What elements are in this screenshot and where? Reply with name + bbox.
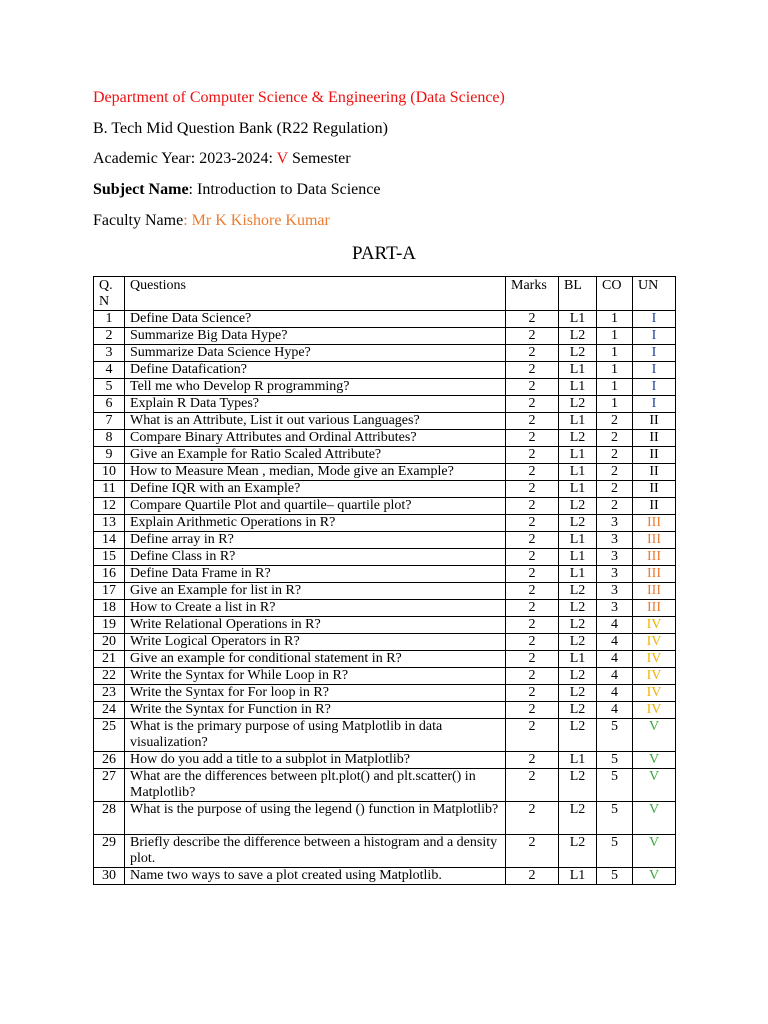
bloom-level-cell: L2 bbox=[559, 430, 597, 447]
marks-cell: 2 bbox=[506, 583, 559, 600]
table-row bbox=[94, 719, 676, 752]
subject-value: : Introduction to Data Science bbox=[188, 181, 381, 198]
bloom-level-cell: L2 bbox=[559, 396, 597, 413]
table-row bbox=[94, 752, 676, 769]
semester-label: Semester bbox=[287, 150, 351, 167]
marks-cell: 2 bbox=[506, 719, 559, 752]
question-text-cell: Give an Example for Ratio Scaled Attribute? bbox=[125, 447, 506, 464]
table-row bbox=[94, 702, 676, 719]
marks-cell: 2 bbox=[506, 685, 559, 702]
course-outcome-cell: 5 bbox=[597, 835, 633, 868]
marks-cell: 2 bbox=[506, 549, 559, 566]
course-outcome-cell: 3 bbox=[597, 549, 633, 566]
question-number-cell: 13 bbox=[94, 515, 125, 532]
column-header-un: UN bbox=[633, 277, 676, 311]
course-outcome-cell: 2 bbox=[597, 413, 633, 430]
unit-cell: II bbox=[633, 430, 676, 447]
course-outcome-cell: 4 bbox=[597, 685, 633, 702]
question-text-cell: Explain Arithmetic Operations in R? bbox=[125, 515, 506, 532]
course-outcome-cell: 2 bbox=[597, 464, 633, 481]
table-row bbox=[94, 345, 676, 362]
bloom-level-cell: L2 bbox=[559, 345, 597, 362]
part-title: PART-A bbox=[352, 243, 416, 264]
question-text-cell: Define Data Frame in R? bbox=[125, 566, 506, 583]
bloom-level-cell: L2 bbox=[559, 634, 597, 651]
table-row bbox=[94, 835, 676, 868]
question-number-cell: 5 bbox=[94, 379, 125, 396]
question-table bbox=[93, 276, 676, 885]
table-row bbox=[94, 802, 676, 835]
question-number-cell: 27 bbox=[94, 769, 125, 802]
question-number-cell: 18 bbox=[94, 600, 125, 617]
table-row bbox=[94, 413, 676, 430]
bloom-level-cell: L2 bbox=[559, 719, 597, 752]
question-number-cell: 10 bbox=[94, 464, 125, 481]
question-text-cell: Write the Syntax for While Loop in R? bbox=[125, 668, 506, 685]
column-header-marks: Marks bbox=[506, 277, 559, 311]
course-outcome-cell: 3 bbox=[597, 515, 633, 532]
faculty-line bbox=[93, 211, 330, 231]
course-outcome-cell: 4 bbox=[597, 651, 633, 668]
bloom-level-cell: L2 bbox=[559, 835, 597, 868]
bloom-level-cell: L2 bbox=[559, 668, 597, 685]
question-number-cell: 22 bbox=[94, 668, 125, 685]
bloom-level-cell: L1 bbox=[559, 362, 597, 379]
course-outcome-cell: 2 bbox=[597, 481, 633, 498]
question-number-cell: 4 bbox=[94, 362, 125, 379]
unit-cell: I bbox=[633, 362, 676, 379]
question-number-cell: 29 bbox=[94, 835, 125, 868]
question-text-cell: Give an Example for list in R? bbox=[125, 583, 506, 600]
academic-year-label: Academic Year: 2023-2024: bbox=[93, 150, 277, 167]
question-text-cell: Tell me who Develop R programming? bbox=[125, 379, 506, 396]
table-row bbox=[94, 868, 676, 885]
table-row bbox=[94, 311, 676, 328]
unit-cell: V bbox=[633, 802, 676, 835]
marks-cell: 2 bbox=[506, 566, 559, 583]
question-text-cell: Write Logical Operators in R? bbox=[125, 634, 506, 651]
question-number-cell: 19 bbox=[94, 617, 125, 634]
question-text-cell: How to Measure Mean , median, Mode give an Example? bbox=[125, 464, 506, 481]
question-text-cell: What is the purpose of using the legend () function in Matplotlib? bbox=[125, 802, 506, 835]
marks-cell: 2 bbox=[506, 752, 559, 769]
unit-cell: I bbox=[633, 328, 676, 345]
question-number-cell: 16 bbox=[94, 566, 125, 583]
table-row bbox=[94, 328, 676, 345]
table-row bbox=[94, 566, 676, 583]
bloom-level-cell: L1 bbox=[559, 413, 597, 430]
bloom-level-cell: L1 bbox=[559, 464, 597, 481]
unit-cell: I bbox=[633, 379, 676, 396]
course-outcome-cell: 5 bbox=[597, 868, 633, 885]
unit-cell: II bbox=[633, 413, 676, 430]
question-text-cell: Compare Binary Attributes and Ordinal Attributes? bbox=[125, 430, 506, 447]
marks-cell: 2 bbox=[506, 668, 559, 685]
bloom-level-cell: L2 bbox=[559, 583, 597, 600]
marks-cell: 2 bbox=[506, 464, 559, 481]
question-number-cell: 21 bbox=[94, 651, 125, 668]
unit-cell: IV bbox=[633, 651, 676, 668]
table-row bbox=[94, 600, 676, 617]
question-number-cell: 23 bbox=[94, 685, 125, 702]
question-number-cell: 3 bbox=[94, 345, 125, 362]
department-title: Department of Computer Science & Engineering (Data Science) bbox=[93, 89, 505, 106]
course-outcome-cell: 4 bbox=[597, 668, 633, 685]
course-outcome-cell: 2 bbox=[597, 447, 633, 464]
marks-cell: 2 bbox=[506, 328, 559, 345]
unit-cell: I bbox=[633, 345, 676, 362]
bloom-level-cell: L2 bbox=[559, 498, 597, 515]
question-text-cell: Briefly describe the difference between a histogram and a density plot. bbox=[125, 835, 506, 868]
marks-cell: 2 bbox=[506, 617, 559, 634]
table-row bbox=[94, 532, 676, 549]
unit-cell: I bbox=[633, 311, 676, 328]
bloom-level-cell: L1 bbox=[559, 311, 597, 328]
question-text-cell: Explain R Data Types? bbox=[125, 396, 506, 413]
question-number-cell: 7 bbox=[94, 413, 125, 430]
course-outcome-cell: 4 bbox=[597, 702, 633, 719]
course-outcome-cell: 1 bbox=[597, 345, 633, 362]
marks-cell: 2 bbox=[506, 396, 559, 413]
course-outcome-cell: 1 bbox=[597, 328, 633, 345]
bloom-level-cell: L1 bbox=[559, 566, 597, 583]
subject-line bbox=[93, 180, 380, 200]
bloom-level-cell: L2 bbox=[559, 802, 597, 835]
course-outcome-cell: 4 bbox=[597, 634, 633, 651]
bloom-level-cell: L2 bbox=[559, 600, 597, 617]
table-row bbox=[94, 481, 676, 498]
table-row bbox=[94, 634, 676, 651]
faculty-value: : Mr K Kishore Kumar bbox=[183, 212, 330, 229]
course-outcome-cell: 1 bbox=[597, 362, 633, 379]
question-text-cell: Define IQR with an Example? bbox=[125, 481, 506, 498]
subject-label: Subject Name bbox=[93, 181, 189, 198]
question-text-cell: Compare Quartile Plot and quartile– quartile plot? bbox=[125, 498, 506, 515]
marks-cell: 2 bbox=[506, 515, 559, 532]
unit-cell: III bbox=[633, 566, 676, 583]
unit-cell: V bbox=[633, 769, 676, 802]
table-row bbox=[94, 549, 676, 566]
course-outcome-cell: 5 bbox=[597, 719, 633, 752]
column-header-bl: BL bbox=[559, 277, 597, 311]
faculty-label: Faculty Name bbox=[93, 212, 184, 229]
question-number-cell: 11 bbox=[94, 481, 125, 498]
table-row bbox=[94, 651, 676, 668]
marks-cell: 2 bbox=[506, 802, 559, 835]
marks-cell: 2 bbox=[506, 481, 559, 498]
bloom-level-cell: L1 bbox=[559, 532, 597, 549]
question-number-cell: 15 bbox=[94, 549, 125, 566]
marks-cell: 2 bbox=[506, 379, 559, 396]
table-row bbox=[94, 498, 676, 515]
unit-cell: III bbox=[633, 532, 676, 549]
question-text-cell: Give an example for conditional statement in R? bbox=[125, 651, 506, 668]
question-text-cell: How to Create a list in R? bbox=[125, 600, 506, 617]
marks-cell: 2 bbox=[506, 835, 559, 868]
question-text-cell: Define array in R? bbox=[125, 532, 506, 549]
bloom-level-cell: L2 bbox=[559, 769, 597, 802]
bloom-level-cell: L1 bbox=[559, 379, 597, 396]
bloom-level-cell: L1 bbox=[559, 549, 597, 566]
unit-cell: III bbox=[633, 600, 676, 617]
marks-cell: 2 bbox=[506, 651, 559, 668]
question-number-cell: 17 bbox=[94, 583, 125, 600]
question-number-cell: 9 bbox=[94, 447, 125, 464]
bloom-level-cell: L1 bbox=[559, 868, 597, 885]
question-text-cell: Write Relational Operations in R? bbox=[125, 617, 506, 634]
bloom-level-cell: L2 bbox=[559, 617, 597, 634]
marks-cell: 2 bbox=[506, 413, 559, 430]
bloom-level-cell: L2 bbox=[559, 702, 597, 719]
table-row bbox=[94, 617, 676, 634]
marks-cell: 2 bbox=[506, 532, 559, 549]
bloom-level-cell: L2 bbox=[559, 515, 597, 532]
course-outcome-cell: 3 bbox=[597, 532, 633, 549]
question-text-cell: What is an Attribute, List it out various Languages? bbox=[125, 413, 506, 430]
marks-cell: 2 bbox=[506, 769, 559, 802]
unit-cell: II bbox=[633, 464, 676, 481]
question-number-cell: 28 bbox=[94, 802, 125, 835]
course-outcome-cell: 5 bbox=[597, 802, 633, 835]
unit-cell: V bbox=[633, 868, 676, 885]
bloom-level-cell: L1 bbox=[559, 447, 597, 464]
table-row bbox=[94, 583, 676, 600]
table-row bbox=[94, 668, 676, 685]
unit-cell: V bbox=[633, 752, 676, 769]
unit-cell: III bbox=[633, 549, 676, 566]
question-text-cell: What is the primary purpose of using Matplotlib in data visualization? bbox=[125, 719, 506, 752]
marks-cell: 2 bbox=[506, 868, 559, 885]
marks-cell: 2 bbox=[506, 702, 559, 719]
unit-cell: IV bbox=[633, 702, 676, 719]
unit-cell: IV bbox=[633, 668, 676, 685]
table-row bbox=[94, 464, 676, 481]
question-text-cell: Name two ways to save a plot created using Matplotlib. bbox=[125, 868, 506, 885]
course-outcome-cell: 1 bbox=[597, 311, 633, 328]
question-text-cell: What are the differences between plt.plot() and plt.scatter() in Matplotlib? bbox=[125, 769, 506, 802]
table-row bbox=[94, 515, 676, 532]
unit-cell: III bbox=[633, 583, 676, 600]
unit-cell: IV bbox=[633, 617, 676, 634]
question-number-cell: 24 bbox=[94, 702, 125, 719]
course-outcome-cell: 3 bbox=[597, 600, 633, 617]
table-row bbox=[94, 447, 676, 464]
course-outcome-cell: 5 bbox=[597, 769, 633, 802]
marks-cell: 2 bbox=[506, 362, 559, 379]
unit-cell: I bbox=[633, 396, 676, 413]
question-text-cell: Define Data Science? bbox=[125, 311, 506, 328]
unit-cell: II bbox=[633, 447, 676, 464]
course-outcome-cell: 5 bbox=[597, 752, 633, 769]
course-outcome-cell: 2 bbox=[597, 498, 633, 515]
course-outcome-cell: 1 bbox=[597, 379, 633, 396]
question-number-cell: 25 bbox=[94, 719, 125, 752]
question-text-cell: Summarize Big Data Hype? bbox=[125, 328, 506, 345]
course-outcome-cell: 2 bbox=[597, 430, 633, 447]
column-header-co: CO bbox=[597, 277, 633, 311]
table-body bbox=[94, 311, 676, 885]
question-number-cell: 1 bbox=[94, 311, 125, 328]
question-text-cell: Summarize Data Science Hype? bbox=[125, 345, 506, 362]
table-row bbox=[94, 396, 676, 413]
unit-cell: II bbox=[633, 481, 676, 498]
column-header-questions: Questions bbox=[125, 277, 506, 311]
question-number-cell: 14 bbox=[94, 532, 125, 549]
table-row bbox=[94, 362, 676, 379]
table-row bbox=[94, 430, 676, 447]
table-row bbox=[94, 379, 676, 396]
marks-cell: 2 bbox=[506, 345, 559, 362]
question-text-cell: How do you add a title to a subplot in Matplotlib? bbox=[125, 752, 506, 769]
table-row bbox=[94, 685, 676, 702]
question-number-cell: 20 bbox=[94, 634, 125, 651]
unit-cell: II bbox=[633, 498, 676, 515]
question-number-cell: 2 bbox=[94, 328, 125, 345]
question-number-cell: 30 bbox=[94, 868, 125, 885]
question-number-cell: 12 bbox=[94, 498, 125, 515]
question-bank-title: B. Tech Mid Question Bank (R22 Regulation) bbox=[93, 120, 388, 137]
table-header-row bbox=[94, 277, 676, 311]
column-header-qn: Q. N bbox=[94, 277, 125, 311]
unit-cell: III bbox=[633, 515, 676, 532]
course-outcome-cell: 4 bbox=[597, 617, 633, 634]
question-number-cell: 8 bbox=[94, 430, 125, 447]
bloom-level-cell: L2 bbox=[559, 685, 597, 702]
bloom-level-cell: L1 bbox=[559, 651, 597, 668]
unit-cell: IV bbox=[633, 634, 676, 651]
marks-cell: 2 bbox=[506, 600, 559, 617]
marks-cell: 2 bbox=[506, 447, 559, 464]
academic-year-line bbox=[93, 149, 351, 169]
bloom-level-cell: L1 bbox=[559, 481, 597, 498]
marks-cell: 2 bbox=[506, 498, 559, 515]
question-text-cell: Write the Syntax for Function in R? bbox=[125, 702, 506, 719]
question-text-cell: Write the Syntax for For loop in R? bbox=[125, 685, 506, 702]
unit-cell: V bbox=[633, 719, 676, 752]
course-outcome-cell: 3 bbox=[597, 583, 633, 600]
question-number-cell: 6 bbox=[94, 396, 125, 413]
semester-numeral: V bbox=[276, 150, 288, 167]
bloom-level-cell: L1 bbox=[559, 752, 597, 769]
question-text-cell: Define Datafication? bbox=[125, 362, 506, 379]
marks-cell: 2 bbox=[506, 634, 559, 651]
bloom-level-cell: L2 bbox=[559, 328, 597, 345]
question-text-cell: Define Class in R? bbox=[125, 549, 506, 566]
marks-cell: 2 bbox=[506, 430, 559, 447]
question-number-cell: 26 bbox=[94, 752, 125, 769]
unit-cell: IV bbox=[633, 685, 676, 702]
unit-cell: V bbox=[633, 835, 676, 868]
marks-cell: 2 bbox=[506, 311, 559, 328]
course-outcome-cell: 1 bbox=[597, 396, 633, 413]
course-outcome-cell: 3 bbox=[597, 566, 633, 583]
table-row bbox=[94, 769, 676, 802]
